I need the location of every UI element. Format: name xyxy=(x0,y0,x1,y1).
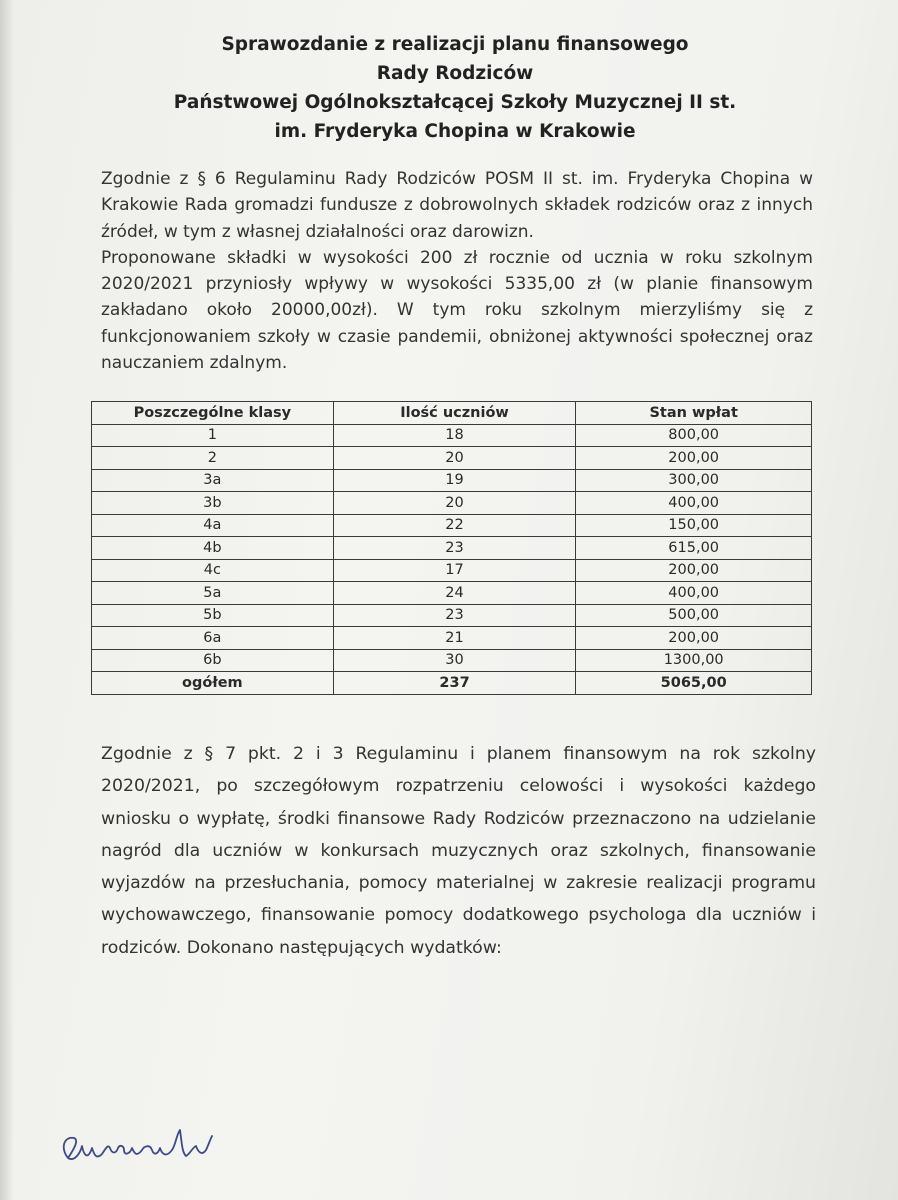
table-row xyxy=(92,492,812,515)
cell-payments: 500,00 xyxy=(576,604,812,627)
header-payments: Stan wpłat xyxy=(576,402,812,425)
title-line-1: Sprawozdanie z realizacji planu finansowego xyxy=(221,34,689,55)
cell-students: 30 xyxy=(333,649,576,672)
cell-payments: 150,00 xyxy=(576,514,812,537)
table-row xyxy=(92,514,812,537)
cell-class: 6a xyxy=(92,627,334,650)
cell-class: 2 xyxy=(92,447,334,470)
cell-payments: 1300,00 xyxy=(576,649,812,672)
cell-class: 4c xyxy=(92,559,334,582)
contributions-table xyxy=(91,401,812,695)
table-row xyxy=(92,424,812,447)
cell-students: 17 xyxy=(333,559,576,582)
signature-drawing xyxy=(58,1118,228,1176)
header-class: Poszczególne klasy xyxy=(92,402,334,425)
table-row xyxy=(92,447,812,470)
cell-payments: 800,00 xyxy=(576,424,812,447)
cell-students: 18 xyxy=(333,424,576,447)
title-line-3: Państwowej Ogólnokształcącej Szkoły Muzycznej II st. xyxy=(173,92,737,113)
table-row xyxy=(92,627,812,650)
total-students: 237 xyxy=(333,672,576,695)
cell-students: 23 xyxy=(333,604,576,627)
title-line-2: Rady Rodziców xyxy=(376,63,534,84)
header-students: Ilość uczniów xyxy=(333,402,576,425)
expenses-section xyxy=(101,738,816,964)
cell-class: 3b xyxy=(92,492,334,515)
cell-class: 5b xyxy=(92,604,334,627)
cell-payments: 200,00 xyxy=(576,447,812,470)
cell-class: 4b xyxy=(92,537,334,560)
table-header-row xyxy=(92,402,812,425)
cell-class: 4a xyxy=(92,514,334,537)
cell-class: 5a xyxy=(92,582,334,605)
expenses-paragraph: Zgodnie z § 7 pkt. 2 i 3 Regulaminu i planem finansowym na rok szkolny 2020/2021, po szczegółowym rozpatrzeniu celowości i wysokości każdego wniosku o wypłatę, środki finansowe Rady Rodziców przeznaczono na udzielanie nagród dla uczniów w konkursach muzycznych oraz szkolnych, finansowanie wyjazdów na przesłuchania, pomocy materialnej w zakresie realizacji programu wychowawczego, finansowanie pomocy dodatkowego psychologa dla uczniów i rodziców. Dokonano następujących wydatków: xyxy=(101,744,816,958)
table-row xyxy=(92,469,812,492)
document-title xyxy=(120,30,790,146)
table-row xyxy=(92,649,812,672)
cell-students: 20 xyxy=(333,492,576,515)
cell-payments: 400,00 xyxy=(576,582,812,605)
table-total-row xyxy=(92,672,812,695)
cell-students: 24 xyxy=(333,582,576,605)
table-row xyxy=(92,537,812,560)
cell-payments: 300,00 xyxy=(576,469,812,492)
intro-paragraph-2: Proponowane składki w wysokości 200 zł rocznie od ucznia w roku szkolnym 2020/2021 przyniosły wpływy w wysokości 5335,00 zł (w planie finansowym zakładano około 20000,00zł). W tym roku szkolnym mierzyliśmy się z funkcjonowaniem szkoły w czasie pandemii, obniżonej aktywności społecznej oraz nauczaniem zdalnym. xyxy=(101,247,813,374)
total-payments: 5065,00 xyxy=(576,672,812,695)
cell-students: 19 xyxy=(333,469,576,492)
cell-payments: 615,00 xyxy=(576,537,812,560)
cell-students: 23 xyxy=(333,537,576,560)
cell-class: 3a xyxy=(92,469,334,492)
table-row xyxy=(92,559,812,582)
table-row xyxy=(92,604,812,627)
cell-class: 6b xyxy=(92,649,334,672)
title-line-4: im. Fryderyka Chopina w Krakowie xyxy=(274,121,636,142)
intro-section xyxy=(101,166,813,376)
cell-payments: 200,00 xyxy=(576,559,812,582)
cell-students: 20 xyxy=(333,447,576,470)
cell-students: 21 xyxy=(333,627,576,650)
cell-payments: 400,00 xyxy=(576,492,812,515)
cell-class: 1 xyxy=(92,424,334,447)
cell-payments: 200,00 xyxy=(576,627,812,650)
total-label: ogółem xyxy=(92,672,334,695)
handwritten-signature xyxy=(58,1118,228,1176)
cell-students: 22 xyxy=(333,514,576,537)
intro-paragraph-1: Zgodnie z § 6 Regulaminu Rady Rodziców POSM II st. im. Fryderyka Chopina w Krakowie Rada gromadzi fundusze z dobrowolnych składek rodziców oraz z innych źródeł, w tym z własnej działalności oraz darowizn. xyxy=(101,169,813,242)
table-row xyxy=(92,582,812,605)
